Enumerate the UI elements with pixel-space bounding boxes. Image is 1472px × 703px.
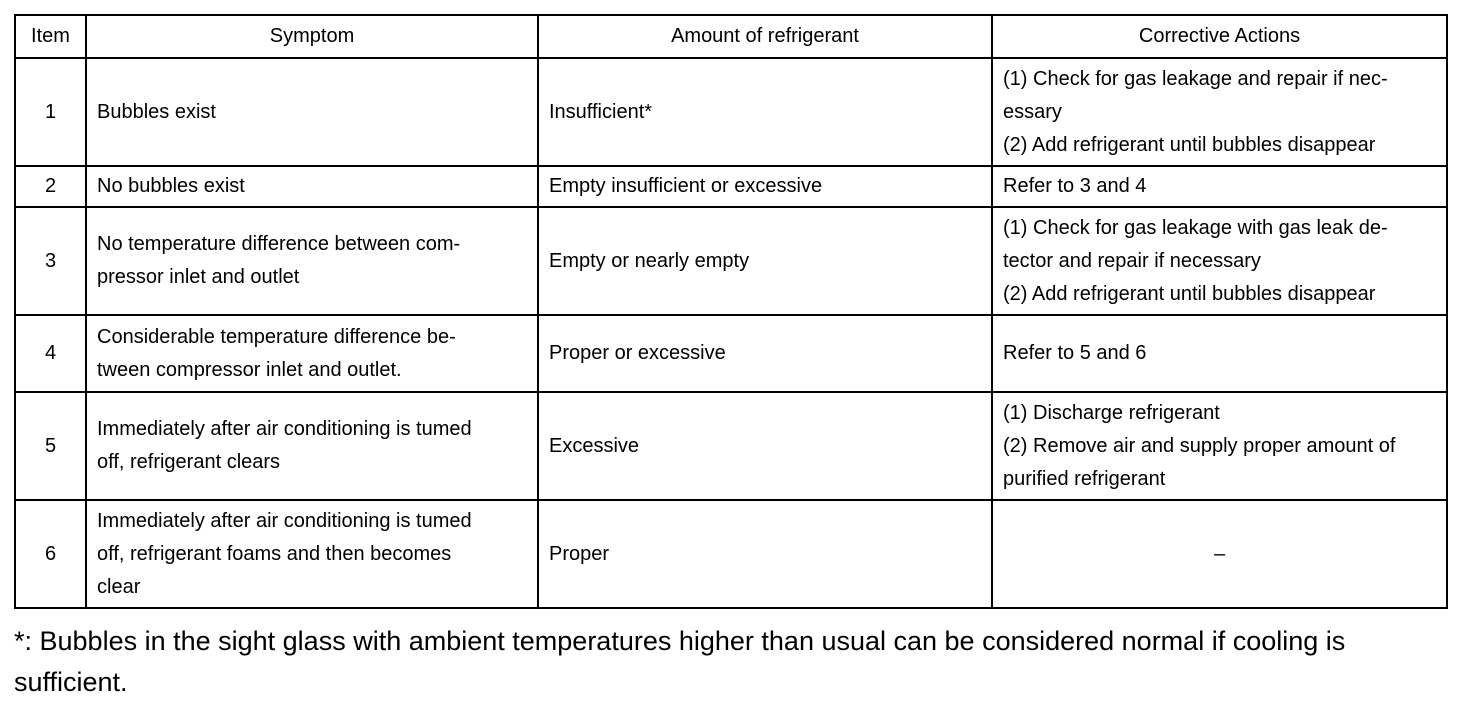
header-item: Item <box>15 15 86 58</box>
item-number: 1 <box>15 58 86 166</box>
actions-cell: (1) Check for gas leakage and repair if nec- essary (2) Add refrigerant until bubbles disappear <box>992 58 1447 166</box>
symptom-cell: Immediately after air conditioning is tumed off, refrigerant foams and then becomes clear <box>86 500 538 608</box>
amount-cell: Empty or nearly empty <box>538 207 992 315</box>
item-number: 4 <box>15 315 86 392</box>
header-corrective-actions: Corrective Actions <box>992 15 1447 58</box>
item-number: 3 <box>15 207 86 315</box>
header-symptom: Symptom <box>86 15 538 58</box>
item-number: 2 <box>15 166 86 207</box>
amount-cell: Proper or excessive <box>538 315 992 392</box>
actions-cell: Refer to 5 and 6 <box>992 315 1447 392</box>
table-row <box>15 58 1447 166</box>
table-row <box>15 500 1447 608</box>
actions-cell: (1) Check for gas leakage with gas leak de- tector and repair if necessary (2) Add refrigerant until bubbles disappear <box>992 207 1447 315</box>
symptom-cell: Considerable temperature difference be- tween compressor inlet and outlet. <box>86 315 538 392</box>
amount-cell: Empty insufficient or excessive <box>538 166 992 207</box>
actions-cell: (1) Discharge refrigerant (2) Remove air and supply proper amount of purified refrigerant <box>992 392 1447 500</box>
item-number: 6 <box>15 500 86 608</box>
footnote: *: Bubbles in the sight glass with ambient temperatures higher than usual can be considered normal if cooling is sufficient. <box>14 626 1346 697</box>
symptom-cell: Immediately after air conditioning is tumed off, refrigerant clears <box>86 392 538 500</box>
symptom-cell: Bubbles exist <box>86 58 538 166</box>
table-row <box>15 207 1447 315</box>
symptom-cell: No bubbles exist <box>86 166 538 207</box>
amount-cell: Insufficient* <box>538 58 992 166</box>
table-row <box>15 166 1447 207</box>
table-row <box>15 315 1447 392</box>
amount-cell: Excessive <box>538 392 992 500</box>
refrigerant-diagnosis-table <box>14 14 1448 609</box>
table-row <box>15 392 1447 500</box>
symptom-cell: No temperature difference between com- pressor inlet and outlet <box>86 207 538 315</box>
actions-cell: – <box>992 500 1447 608</box>
table-header-row <box>15 15 1447 58</box>
header-amount-of-refrigerant: Amount of refrigerant <box>538 15 992 58</box>
item-number: 5 <box>15 392 86 500</box>
actions-cell: Refer to 3 and 4 <box>992 166 1447 207</box>
amount-cell: Proper <box>538 500 992 608</box>
